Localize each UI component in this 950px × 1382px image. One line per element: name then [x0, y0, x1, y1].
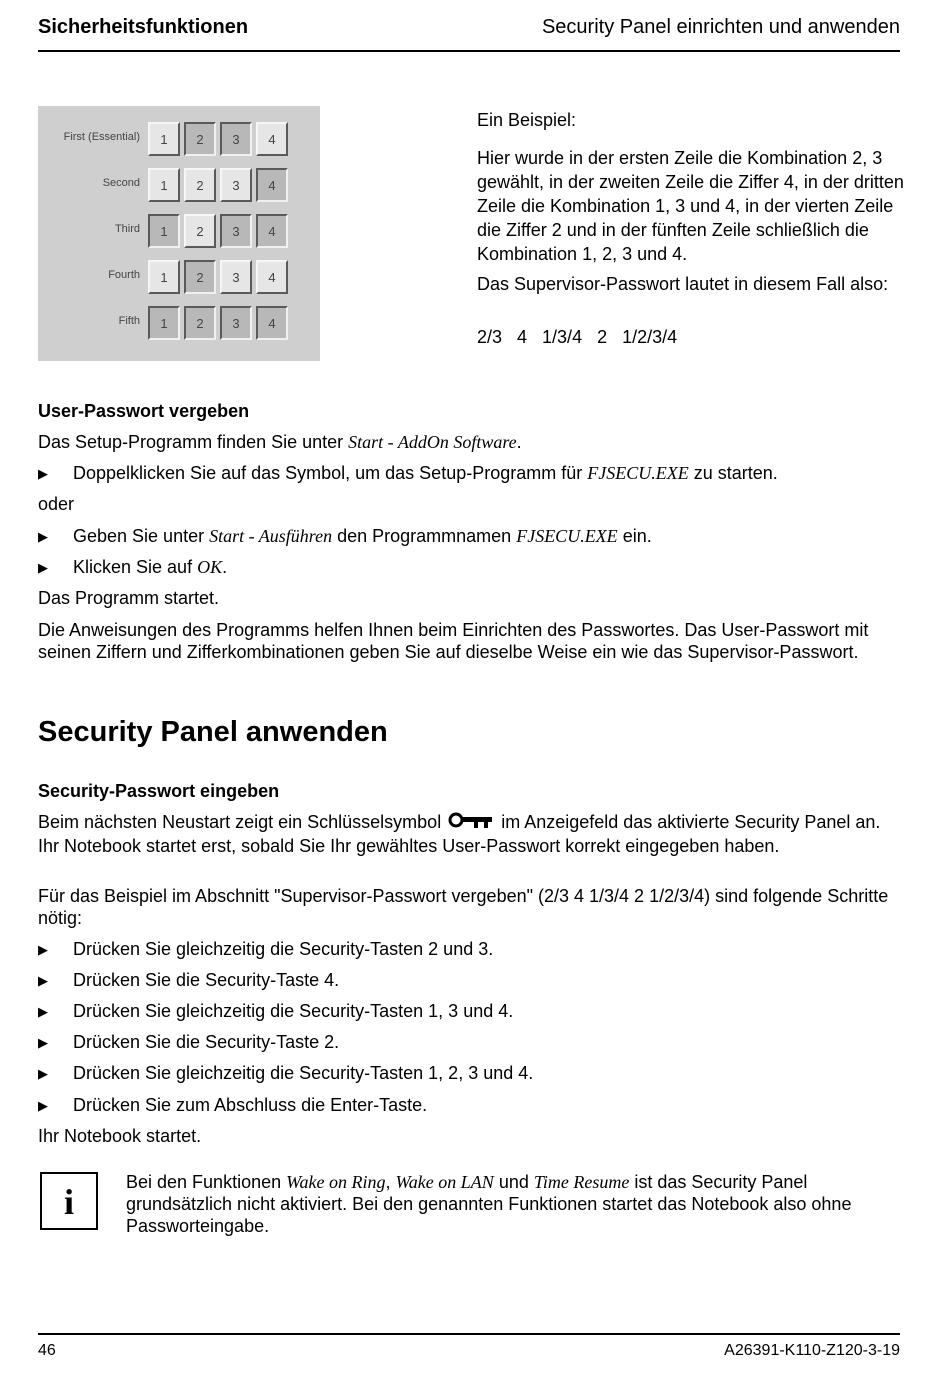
step-text: Drücken Sie die Security-Taste 2. [73, 1032, 340, 1052]
example-password-intro: Das Supervisor-Passwort lautet in diesem Fall also: [477, 274, 889, 294]
info-icon: i [40, 1172, 98, 1230]
panel-row-label: First (Essential) [63, 131, 140, 143]
panel-row [38, 166, 320, 206]
paragraph-text: im Anzeigefeld das aktivierte Security Panel an. Ihr Notebook startet erst, sobald Sie Ihr gewähltes User-Passwort korrekt eingegeben haben. [38, 812, 881, 856]
step-text-part: zu starten. [688, 463, 778, 483]
step-text: Drücken Sie gleichzeitig die Security-Tasten 2 und 3. [73, 939, 494, 959]
info-note [126, 1171, 896, 1237]
key-icon [448, 812, 494, 835]
panel-key: 4 [256, 260, 288, 294]
security-password-heading: Security-Passwort eingeben [38, 781, 280, 801]
page-number: 46 [38, 1342, 56, 1359]
step-text-part: ein. [617, 526, 652, 546]
info-text: , [385, 1172, 396, 1192]
triangle-bullet-icon: ▶ [38, 1066, 48, 1081]
step-text-part: Klicken Sie auf [73, 557, 198, 577]
setup-location [38, 431, 898, 453]
panel-key: 1 [148, 168, 180, 202]
chapter-title: Sicherheitsfunktionen [38, 16, 249, 38]
feature-name: Time Resume [533, 1172, 630, 1192]
feature-name: Wake on LAN [395, 1172, 494, 1192]
info-text: und [493, 1172, 534, 1192]
step-text-part: den Programmnamen [332, 526, 517, 546]
page-header [38, 14, 900, 52]
feature-name: Wake on Ring [286, 1172, 386, 1192]
document-id: A26391-K110-Z120-3-19 [724, 1342, 900, 1359]
step-text [73, 525, 652, 547]
step-text [73, 462, 778, 484]
user-password-heading: User-Passwort vergeben [38, 401, 250, 421]
panel-key: 4 [256, 168, 288, 202]
triangle-bullet-icon: ▶ [38, 1098, 48, 1113]
triangle-bullet-icon: ▶ [38, 560, 48, 575]
setup-location-text: Das Setup-Programm finden Sie unter [38, 432, 349, 452]
paragraph-text: Beim nächsten Neustart zeigt ein Schlüsselsymbol [38, 812, 447, 832]
step-text [73, 556, 227, 578]
example-intro: Ein Beispiel: [477, 110, 577, 130]
triangle-bullet-icon: ▶ [38, 529, 48, 544]
instructions-paragraph: Die Anweisungen des Programms helfen Ihnen beim Einrichten des Passwortes. Das User-Passwort mit seinen Ziffern und Zifferkombinationen geben Sie auf dieselbe Weise ein wie das Supervisor-Passwort. [38, 620, 869, 662]
panel-key: 2 [184, 122, 216, 156]
panel-key: 3 [220, 306, 252, 340]
step-text-part: Geben Sie unter [73, 526, 210, 546]
triangle-bullet-icon: ▶ [38, 466, 48, 481]
step-text: Drücken Sie die Security-Taste 4. [73, 970, 340, 990]
panel-key: 3 [220, 168, 252, 202]
panel-key: 1 [148, 260, 180, 294]
panel-row-label: Fifth [118, 315, 140, 327]
panel-row-label: Fourth [108, 269, 140, 281]
file-name: FJSECU.EXE [587, 463, 689, 483]
section-title: Security Panel einrichten und anwenden [541, 16, 900, 38]
example-password: 2/3 4 1/3/4 2 1/2/3/4 [477, 327, 678, 347]
notebook-starts: Ihr Notebook startet. [38, 1126, 202, 1146]
panel-key: 3 [220, 260, 252, 294]
page-footer [38, 1333, 900, 1365]
triangle-bullet-icon: ▶ [38, 973, 48, 988]
panel-key: 2 [184, 260, 216, 294]
or-text: oder [38, 494, 75, 514]
panel-row [38, 212, 320, 252]
triangle-bullet-icon: ▶ [38, 942, 48, 957]
panel-key: 1 [148, 122, 180, 156]
button-name: OK [197, 557, 223, 577]
step-text: Drücken Sie gleichzeitig die Security-Tasten 1, 2, 3 und 4. [73, 1063, 534, 1083]
menu-path: Start - Ausführen [209, 526, 333, 546]
triangle-bullet-icon: ▶ [38, 1035, 48, 1050]
step-text: Drücken Sie zum Abschluss die Enter-Taste. [73, 1095, 428, 1115]
section-heading: Security Panel anwenden [38, 716, 388, 748]
panel-row [38, 120, 320, 160]
panel-key: 4 [256, 214, 288, 248]
menu-path: Start - AddOn Software [348, 432, 517, 452]
triangle-bullet-icon: ▶ [38, 1004, 48, 1019]
key-symbol-paragraph [38, 811, 898, 857]
example-steps-intro: Für das Beispiel im Abschnitt "Supervisor-Passwort vergeben" (2/3 4 1/3/4 2 1/2/3/4) sind folgende Schritte nötig: [38, 886, 889, 928]
info-text: ist das Security Panel grundsätzlich nicht aktiviert. Bei den genannten Funktionen startet das Notebook also ohne Passworteingabe. [126, 1172, 852, 1236]
panel-key: 1 [148, 306, 180, 340]
file-name: FJSECU.EXE [516, 526, 618, 546]
panel-row-label: Second [102, 177, 140, 189]
step-text-part: Doppelklicken Sie auf das Symbol, um das Setup-Programm für [73, 463, 588, 483]
period: . [516, 432, 522, 452]
info-text: Bei den Funktionen [126, 1172, 287, 1192]
panel-key: 2 [184, 168, 216, 202]
panel-row-label: Third [114, 223, 140, 235]
step-text: Drücken Sie gleichzeitig die Security-Tasten 1, 3 und 4. [73, 1001, 514, 1021]
example-description: Hier wurde in der ersten Zeile die Kombination 2, 3 gewählt, in der zweiten Zeile die Ziffer 4, in der dritten Zeile die Kombination 1, 3 und 4, in der vierten Zeile die Ziffer 2 und in der fünften Zeile schließlich die Kombination 1, 2, 3 und 4. [477, 148, 904, 264]
panel-row [38, 304, 320, 344]
panel-key: 4 [256, 122, 288, 156]
panel-row [38, 258, 320, 298]
panel-key: 3 [220, 122, 252, 156]
panel-key: 2 [184, 214, 216, 248]
panel-key: 1 [148, 214, 180, 248]
security-panel-figure [38, 106, 320, 361]
panel-key: 3 [220, 214, 252, 248]
program-started: Das Programm startet. [38, 588, 220, 608]
panel-key: 2 [184, 306, 216, 340]
step-text-part: . [222, 557, 228, 577]
panel-key: 4 [256, 306, 288, 340]
